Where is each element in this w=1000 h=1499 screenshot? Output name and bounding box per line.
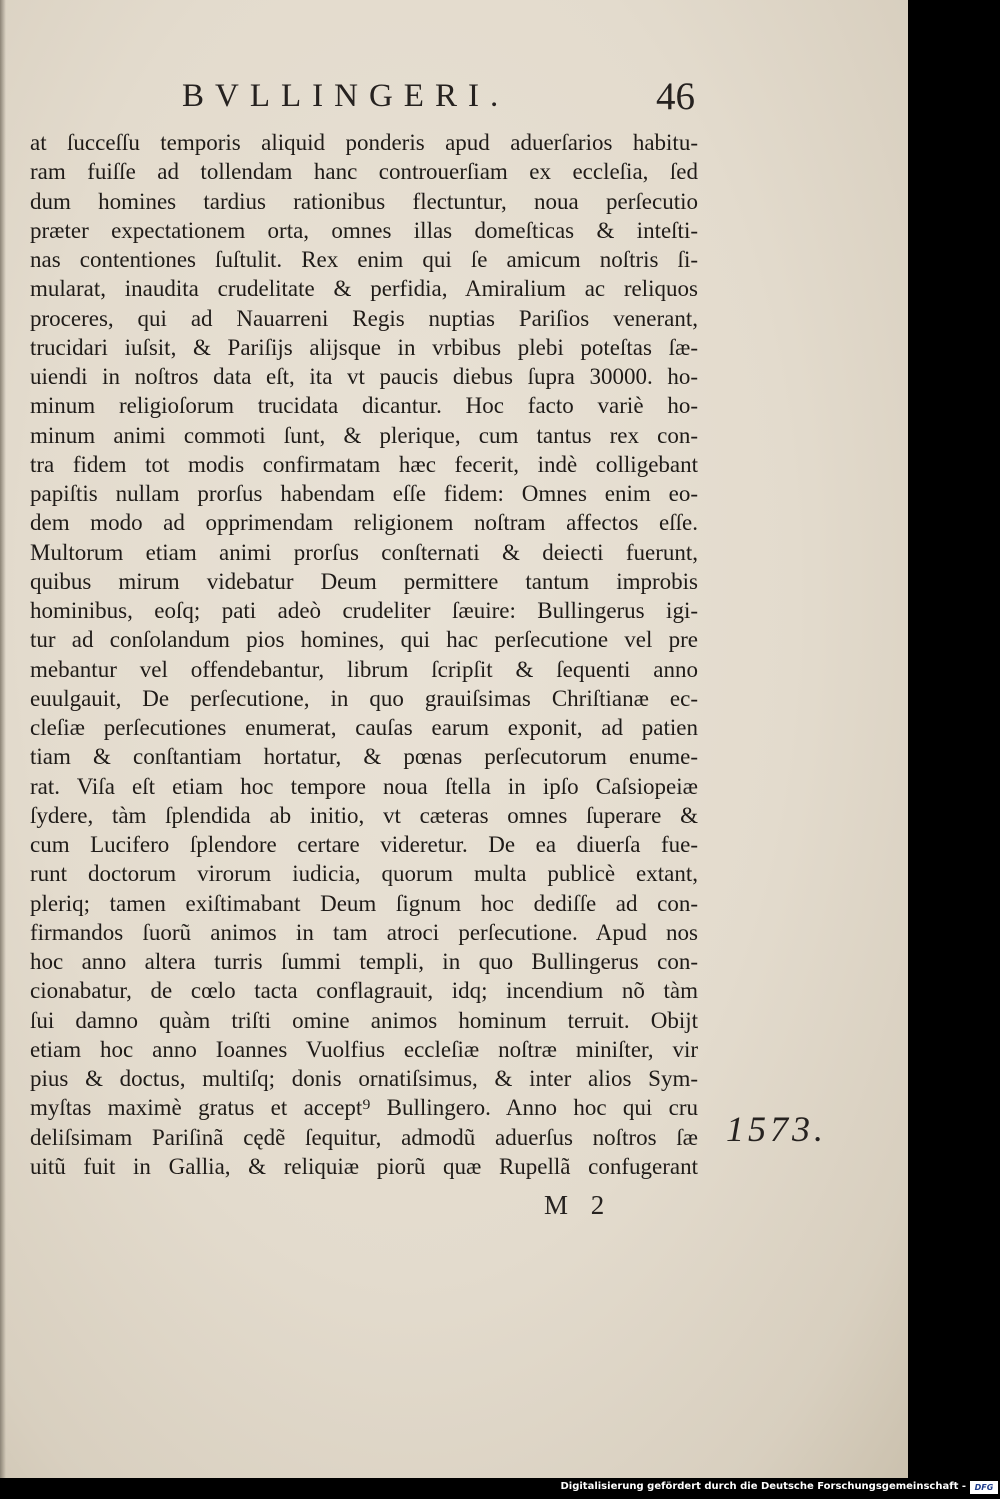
text-line: runt doctorum virorum iudicia, quorum multa publicè extant,	[30, 861, 698, 887]
page-edge-shadow	[0, 0, 6, 1478]
running-head: BVLLINGERI.	[182, 78, 510, 114]
text-line: euulgauit, De perſecutione, in quo grauiſsimas Chriſtianæ ec-	[30, 685, 698, 711]
text-line: tur ad conſolandum pios homines, qui hac perſecutione vel pre	[30, 627, 698, 653]
digitization-credit: Digitalisierung gefördert durch die Deutsche Forschungsgemeinschaft -	[560, 1481, 966, 1492]
text-line: ram fuiſſe ad tollendam hanc controuerſiam ex eccleſia, ſed	[30, 159, 698, 185]
text-line: minum religioſorum trucidata dicantur. Hoc facto variè ho-	[30, 393, 698, 419]
text-line: hoc anno altera turris ſummi templi, in quo Bullingerus con-	[30, 949, 698, 974]
text-line: minum animi commoti ſunt, & plerique, cum tantus rex con-	[30, 422, 698, 448]
text-line: quibus mirum videbatur Deum permittere tantum improbis	[30, 568, 698, 594]
text-line: papiſtis nullam prorſus habendam eſſe fidem: Omnes enim eo-	[30, 481, 698, 506]
dfg-logo: DFG	[970, 1481, 998, 1494]
text-line: firmandos ſuorũ animos in tam atroci perſecutione. Apud nos	[30, 919, 698, 945]
text-line: deliſsimam Pariſinã cędẽ ſequitur, admodũ aduerſus noſtros ſæ	[30, 1124, 698, 1150]
text-line: trucidari iuſsit, & Pariſijs alijsque in vrbibus plebi poteſtas ſæ-	[30, 334, 698, 360]
text-line: uitũ fuit in Gallia, & reliquiæ piorũ quæ Rupellã confugerant	[30, 1153, 698, 1179]
page-number: 46	[656, 75, 695, 118]
text-line: hominibus, eoſq; pati adeò crudeliter ſæuire: Bullingerus igi-	[30, 598, 698, 623]
text-line: ſydere, tàm ſplendida ab initio, vt cæteras omnes ſuperare &	[30, 802, 698, 828]
text-line: at ſucceſſu temporis aliquid ponderis apud aduerſarios habitu-	[30, 130, 698, 155]
text-line: mularat, inaudita crudelitate & perfidia, Amiralium ac reliquos	[30, 276, 698, 302]
text-line: cleſiæ perſecutiones enumerat, cauſas earum exponit, ad patien	[30, 715, 698, 740]
text-line: dum homines tardius rationibus flectuntur, noua perſecutio	[30, 188, 698, 214]
text-line: dem modo ad opprimendam religionem noſtram affectos eſſe.	[30, 510, 698, 536]
margin-note-year: 1573.	[726, 1109, 827, 1149]
text-line: proceres, qui ad Nauarreni Regis nuptias Pariſios venerant,	[30, 305, 698, 331]
signature-mark: M 2	[544, 1190, 613, 1220]
body-text	[30, 128, 698, 1181]
text-line: mebantur vel offendebantur, librum ſcripſit & ſequenti anno	[30, 656, 698, 682]
text-line: tiam & conſtantiam hortatur, & pœnas perſecutorum enume-	[30, 744, 698, 770]
text-line: Multorum etiam animi prorſus conſternati & deiecti fuerunt,	[30, 539, 698, 565]
text-line: ſui damno quàm triſti omine animos hominum terruit. Obijt	[30, 1007, 698, 1033]
text-line: pius & doctus, multiſq; donis ornatiſsimus, & inter alios Sym-	[30, 1066, 698, 1091]
text-line: rat. Viſa eſt etiam hoc tempore noua ſtella in ipſo Caſsiopeiæ	[30, 773, 698, 799]
text-line: cum Lucifero ſplendore certare videretur. De ea diuerſa fue-	[30, 832, 698, 857]
text-line: pleriq; tamen exiſtimabant Deum ſignum hoc dediſſe ad con-	[30, 890, 698, 916]
text-line: tra fidem tot modis confirmatam hæc fecerit, indè colligebant	[30, 451, 698, 477]
text-line: uiendi in noſtros data eſt, ita vt paucis diebus ſupra 30000. ho-	[30, 364, 698, 389]
text-line: præter expectationem orta, omnes illas domeſticas & inteſti-	[30, 217, 698, 243]
text-line: nas contentiones ſuſtulit. Rex enim qui ſe amicum noſtris ſi-	[30, 247, 698, 272]
text-line: myſtas maximè gratus et accept⁹ Bullingero. Anno hoc qui cru	[30, 1095, 698, 1121]
text-line: cionabatur, de cœlo tacta conflagrauit, idq; incendium nõ tàm	[30, 978, 698, 1004]
text-line: etiam hoc anno Ioannes Vuolfius eccleſiæ noſtræ miniſter, vir	[30, 1036, 698, 1062]
